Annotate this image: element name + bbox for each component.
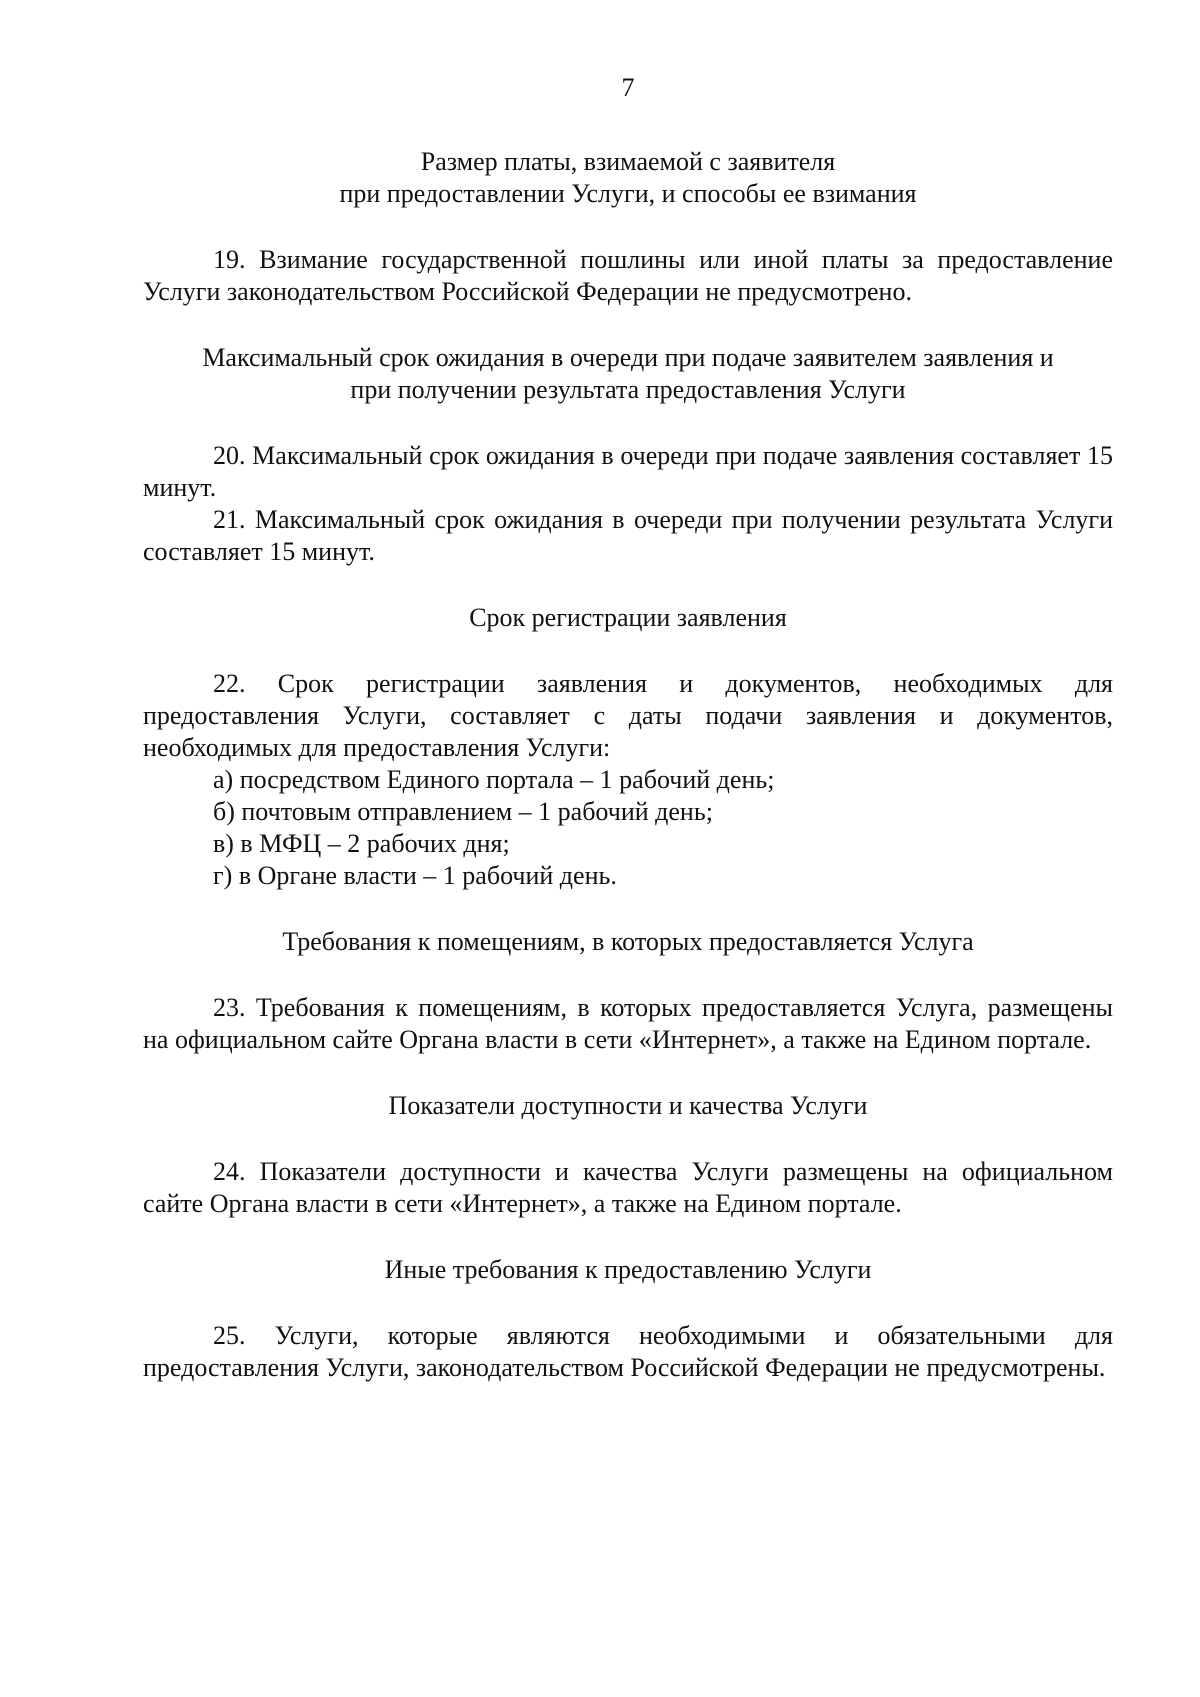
section-heading-other: [143, 1254, 1113, 1286]
list-item: а) посредством Единого портала – 1 рабочий день;: [213, 765, 775, 794]
paragraph-23: 23. Требования к помещениям, в которых предоставляется Услуга, размещены на официальном сайте Органа власти в сети «Интернет», а также на Едином портале.: [143, 993, 1113, 1054]
section-heading-quality: [143, 1090, 1113, 1122]
document-page: [143, 60, 1113, 1660]
section-heading-queue: [143, 342, 1113, 406]
list-item: г) в Органе власти – 1 рабочий день.: [213, 861, 617, 890]
paragraph-19: 19. Взимание государственной пошлины или иной платы за предоставление Услуги законодательством Российской Федерации не предусмотрено.: [143, 245, 1113, 306]
heading-line: Показатели доступности и качества Услуги: [388, 1091, 868, 1120]
list-item: в) в МФЦ – 2 рабочих дня;: [213, 829, 510, 858]
section-heading-registration: [143, 602, 1113, 634]
heading-line: Максимальный срок ожидания в очереди при подаче заявителем заявления и: [202, 343, 1054, 372]
paragraph-22: 22. Срок регистрации заявления и документов, необходимых для предоставления Услуги, составляет с даты подачи заявления и документов, необходимых для предоставления Услуги:: [143, 669, 1113, 762]
list-item: б) почтовым отправлением – 1 рабочий день;: [213, 797, 713, 826]
heading-line: при предоставлении Услуги, и способы ее взимания: [339, 179, 917, 208]
heading-line: Иные требования к предоставлению Услуги: [384, 1255, 872, 1284]
paragraph-21: 21. Максимальный срок ожидания в очереди при получении результата Услуги составляет 15 минут.: [143, 505, 1113, 566]
page-number: 7: [621, 73, 635, 102]
paragraph-24: 24. Показатели доступности и качества Услуги размещены на официальном сайте Органа власти в сети «Интернет», а также на Едином портале.: [143, 1157, 1113, 1218]
paragraph-20: 20. Максимальный срок ожидания в очереди при подаче заявления составляет 15 минут.: [143, 441, 1113, 502]
heading-line: при получении результата предоставления Услуги: [350, 375, 906, 404]
heading-line: Требования к помещениям, в которых предоставляется Услуга: [282, 927, 974, 956]
section-heading-fee: [143, 146, 1113, 210]
heading-line: Размер платы, взимаемой с заявителя: [420, 147, 836, 176]
section-heading-premises: [143, 926, 1113, 958]
paragraph-25: 25. Услуги, которые являются необходимыми и обязательными для предоставления Услуги, законодательством Российской Федерации не предусмотрены.: [143, 1321, 1113, 1382]
heading-line: Срок регистрации заявления: [469, 603, 787, 632]
